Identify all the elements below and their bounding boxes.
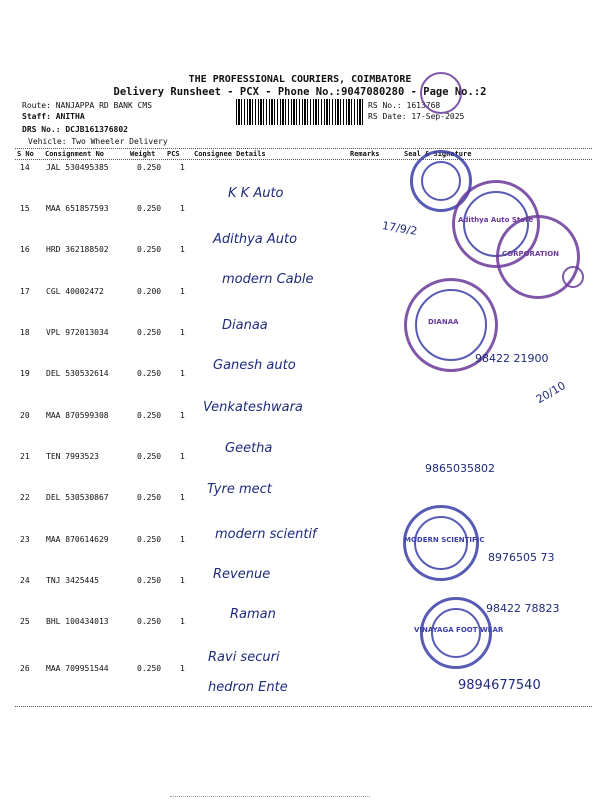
row-pcs: 1: [180, 493, 185, 502]
row-sno: 16: [20, 245, 30, 254]
row-pcs: 1: [180, 664, 185, 673]
handwritten-date: 17/9/2: [381, 219, 419, 238]
corporation-stamp-text: CORPORATION: [502, 250, 560, 258]
handwritten-consignee: Ravi securi: [208, 650, 280, 665]
row-pcs: 1: [180, 245, 185, 254]
row-weight: 0.250: [137, 245, 162, 254]
handwritten-consignee: modern Cable: [222, 272, 314, 287]
small-stamp: [562, 266, 584, 288]
row-sno: 19: [20, 369, 30, 378]
row-sno: 22: [20, 493, 30, 502]
row-pcs: 1: [180, 287, 185, 296]
row-pcs: 1: [180, 535, 185, 544]
handwritten-phone-5: 9894677540: [458, 678, 541, 693]
staff-name: ANITHA: [55, 112, 85, 121]
aditya-stamp-text: Adithya Auto Store: [458, 216, 534, 224]
row-weight: 0.250: [137, 452, 162, 461]
footwear-stamp-text: VINAYAGA FOOT WEAR: [414, 626, 504, 634]
row-weight: 0.250: [137, 163, 162, 172]
row-sno: 26: [20, 664, 30, 673]
row-weight: 0.250: [137, 328, 162, 337]
handwritten-hedron: hedron Ente: [208, 680, 288, 695]
staff-label: Staff:: [22, 112, 51, 121]
rs-date: RS Date: 17-Sep-2025: [368, 112, 465, 121]
handwritten-date-2: 20/10: [533, 378, 568, 407]
row-weight: 0.250: [137, 411, 162, 420]
table-row: [0, 411, 600, 451]
row-weight: 0.250: [137, 369, 162, 378]
barcode-image: [236, 99, 364, 125]
row-sno: 25: [20, 617, 30, 626]
handwritten-consignee: Adithya Auto: [213, 232, 298, 247]
row-consignment: TNJ 3425445: [46, 576, 99, 585]
drs-number: DCJB161376802: [65, 125, 128, 134]
row-consignment: DEL 530532614: [46, 369, 109, 378]
modern-stamp-text: MODERN SCIENTIFIC: [404, 536, 485, 544]
row-sno: 15: [20, 204, 30, 213]
row-consignment: MAA 651857593: [46, 204, 109, 213]
col-sno: S No: [17, 150, 34, 158]
row-consignment: VPL 972013034: [46, 328, 109, 337]
handwritten-phone-1: 98422 21900: [475, 352, 549, 365]
row-sno: 18: [20, 328, 30, 337]
company-name: THE PROFESSIONAL COURIERS, COIMBATORE: [188, 74, 412, 85]
row-consignment: DEL 530530867: [46, 493, 109, 502]
row-weight: 0.250: [137, 576, 162, 585]
row-pcs: 1: [180, 411, 185, 420]
row-sno: 20: [20, 411, 30, 420]
row-consignment: TEN 7993523: [46, 452, 99, 461]
handwritten-consignee: Raman: [230, 607, 276, 622]
table-row: [0, 452, 600, 492]
vehicle-text: Vehicle: Two Wheeler Delivery: [28, 137, 168, 146]
corner-stamp: [420, 72, 462, 114]
footer-dots: [170, 796, 370, 797]
col-consignment: Consignment No: [45, 150, 105, 158]
handwritten-consignee: Tyre mect: [207, 482, 272, 497]
handwritten-phone-4: 98422 78823: [486, 602, 560, 615]
handwritten-consignee: Dianaa: [222, 318, 268, 333]
row-pcs: 1: [180, 328, 185, 337]
row-consignment: BHL 100434013: [46, 617, 109, 626]
row-weight: 0.250: [137, 535, 162, 544]
row-weight: 0.250: [137, 617, 162, 626]
row-consignment: MAA 709951544: [46, 664, 109, 673]
handwritten-consignee: Revenue: [213, 567, 271, 582]
row-weight: 0.250: [137, 493, 162, 502]
drs-label: DRS No.:: [22, 125, 61, 134]
table-row: [0, 287, 600, 327]
table-bottom-rule: [15, 706, 592, 707]
row-weight: 0.250: [137, 664, 162, 673]
row-pcs: 1: [180, 617, 185, 626]
col-pcs: PCS: [167, 150, 180, 158]
col-consignee: Consignee Details: [194, 150, 266, 158]
row-weight: 0.250: [137, 204, 162, 213]
row-sno: 14: [20, 163, 30, 172]
table-row: [0, 617, 600, 657]
row-pcs: 1: [180, 204, 185, 213]
row-consignment: MAA 870599308: [46, 411, 109, 420]
row-consignment: JAL 530495385: [46, 163, 109, 172]
row-consignment: HRD 362188502: [46, 245, 109, 254]
row-sno: 24: [20, 576, 30, 585]
row-sno: 23: [20, 535, 30, 544]
staff-line: [22, 111, 85, 122]
handwritten-consignee: Geetha: [225, 441, 273, 456]
handwritten-phone-3: 8976505 73: [488, 551, 555, 564]
runsheet-subtitle: Delivery Runsheet - PCX - Phone No.:9047080280 - Page No.:2: [113, 86, 487, 98]
row-sno: 17: [20, 287, 30, 296]
handwritten-consignee: Ganesh auto: [213, 358, 296, 373]
col-weight: Weight: [130, 150, 156, 158]
row-consignment: MAA 870614629: [46, 535, 109, 544]
col-seal: Seal & Signature: [404, 150, 472, 158]
route-text: Route: NANJAPPA RD BANK CMS: [22, 101, 153, 110]
row-pcs: 1: [180, 576, 185, 585]
handwritten-phone-2: 9865035802: [425, 462, 495, 475]
row-weight: 0.200: [137, 287, 162, 296]
row-sno: 21: [20, 452, 30, 461]
row-consignment: CGL 40002472: [46, 287, 104, 296]
handwritten-consignee: modern scientif: [215, 527, 317, 542]
header-top-rule: [15, 148, 592, 149]
drs-line: [22, 124, 128, 135]
dianaa-stamp-text: DIANAA: [428, 318, 459, 326]
row-pcs: 1: [180, 369, 185, 378]
handwritten-consignee: Venkateshwara: [203, 400, 303, 415]
handwritten-consignee: K K Auto: [228, 186, 284, 201]
col-remarks: Remarks: [350, 150, 380, 158]
rs-number: RS No.: 1613768: [368, 101, 441, 110]
header-bottom-rule: [15, 159, 592, 160]
row-pcs: 1: [180, 163, 185, 172]
row-pcs: 1: [180, 452, 185, 461]
